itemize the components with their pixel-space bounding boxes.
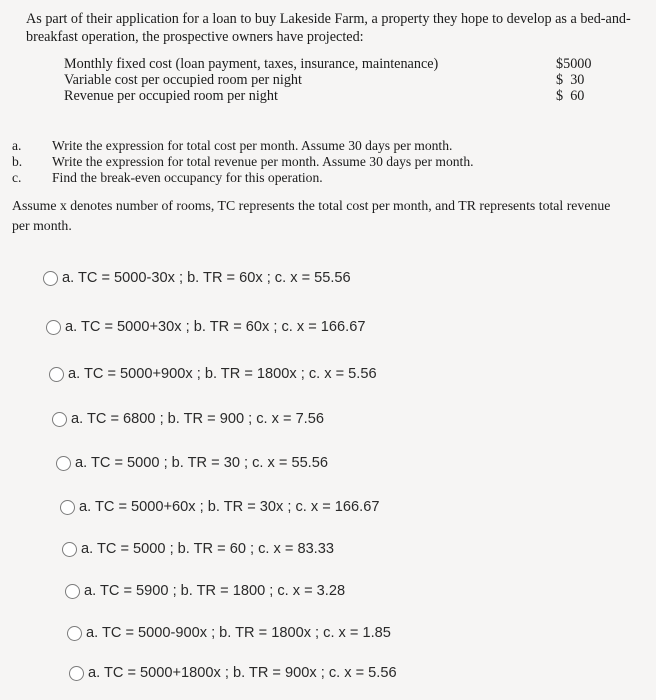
radio-button[interactable] xyxy=(62,542,77,557)
option-label: a. TC = 5000+30x ; b. TR = 60x ; c. x = 166.67 xyxy=(65,319,366,335)
answer-option[interactable] xyxy=(43,270,351,286)
answer-option[interactable] xyxy=(65,583,345,599)
option-label: a. TC = 5000 ; b. TR = 30 ; c. x = 55.56 xyxy=(75,455,328,471)
cost-value: $ 30 xyxy=(556,72,585,88)
option-label: a. TC = 6800 ; b. TR = 900 ; c. x = 7.56 xyxy=(71,411,324,427)
cost-value: $ 60 xyxy=(556,88,585,104)
answer-option[interactable] xyxy=(60,499,379,515)
option-label: a. TC = 5000 ; b. TR = 60 ; c. x = 83.33 xyxy=(81,541,334,557)
option-label: a. TC = 5000-900x ; b. TR = 1800x ; c. x = 1.85 xyxy=(86,625,391,641)
cost-label: Monthly fixed cost (loan payment, taxes, insurance, maintenance) xyxy=(64,56,439,72)
radio-button[interactable] xyxy=(67,626,82,641)
radio-button[interactable] xyxy=(46,320,61,335)
answer-option[interactable] xyxy=(62,541,334,557)
question-intro: As part of their application for a loan to buy Lakeside Farm, a property they hope to develop as a bed-and-breakfast operation, the prospective owners have projected: xyxy=(26,11,631,45)
radio-button[interactable] xyxy=(52,412,67,427)
option-label: a. TC = 5000+60x ; b. TR = 30x ; c. x = 166.67 xyxy=(79,499,380,515)
radio-button[interactable] xyxy=(56,456,71,471)
option-label: a. TC = 5000+1800x ; b. TR = 900x ; c. x = 5.56 xyxy=(88,665,397,681)
radio-button[interactable] xyxy=(65,584,80,599)
cost-label: Variable cost per occupied room per night xyxy=(64,72,302,88)
task-letter: c. xyxy=(12,170,22,185)
option-label: a. TC = 5900 ; b. TR = 1800 ; c. x = 3.28 xyxy=(84,583,346,599)
answer-option[interactable] xyxy=(67,625,391,641)
answer-option[interactable] xyxy=(52,411,324,427)
answer-option[interactable] xyxy=(49,366,377,382)
answer-option[interactable] xyxy=(46,319,365,335)
task-text: Write the expression for total cost per month. Assume 30 days per month. xyxy=(52,138,453,153)
task-letter: a. xyxy=(12,138,22,153)
task-letter: b. xyxy=(12,154,23,169)
radio-button[interactable] xyxy=(69,666,84,681)
cost-value: $5000 xyxy=(556,56,592,72)
answer-option[interactable] xyxy=(56,455,328,471)
radio-button[interactable] xyxy=(49,367,64,382)
cost-label: Revenue per occupied room per night xyxy=(64,88,278,104)
task-text: Find the break-even occupancy for this operation. xyxy=(52,170,323,185)
option-label: a. TC = 5000+900x ; b. TR = 1800x ; c. x = 5.56 xyxy=(68,366,377,382)
option-label: a. TC = 5000-30x ; b. TR = 60x ; c. x = 55.56 xyxy=(62,270,351,286)
answer-option[interactable] xyxy=(69,665,397,681)
radio-button[interactable] xyxy=(60,500,75,515)
radio-button[interactable] xyxy=(43,271,58,286)
task-text: Write the expression for total revenue per month. Assume 30 days per month. xyxy=(52,154,474,169)
assumption-text: Assume x denotes number of rooms, TC represents the total cost per month, and TR represents total revenue per month. xyxy=(12,198,611,233)
